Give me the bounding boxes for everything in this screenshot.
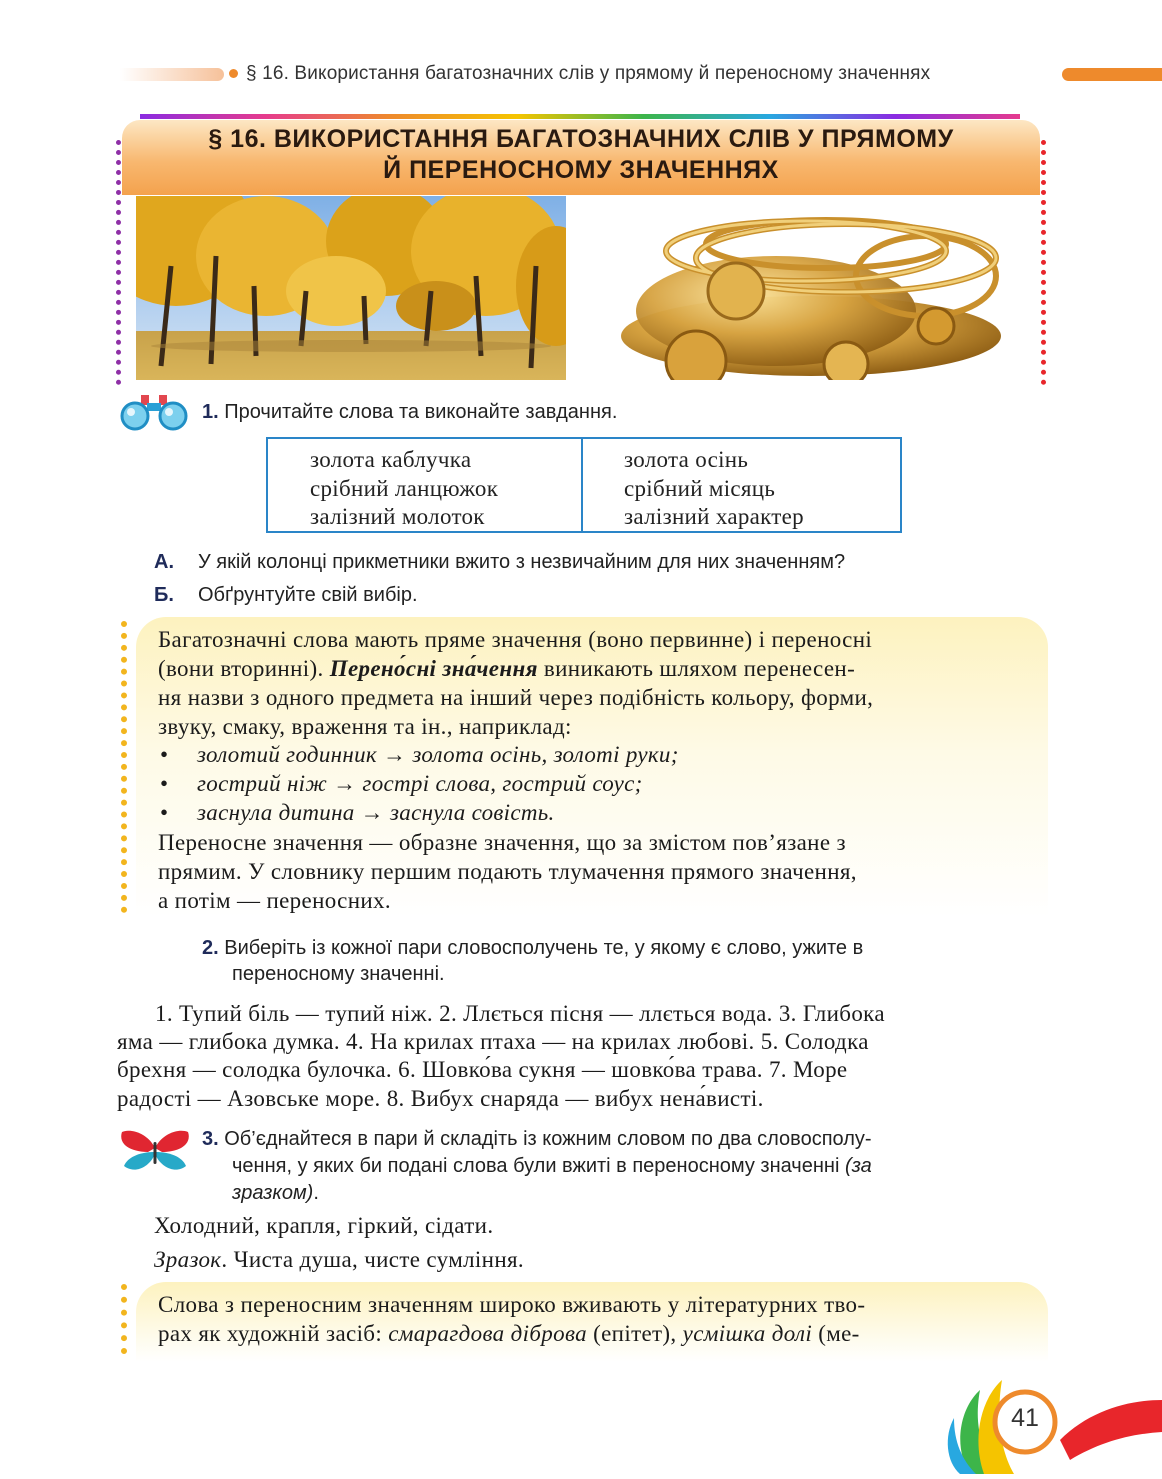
- rule-2-example: усмішка долі: [682, 1321, 813, 1346]
- rule-line: [158, 655, 855, 684]
- rule-term: Перено́сні зна́чення: [329, 656, 538, 681]
- task-3-text: чення, у яких би подані слова були вжиті в переносному значенні: [232, 1155, 840, 1177]
- section-title: [122, 124, 1040, 186]
- task-2: [202, 935, 863, 962]
- task-3-sample: [154, 1246, 1034, 1275]
- dotted-border-left: [116, 140, 121, 385]
- header-left-bar: [120, 68, 224, 81]
- section-title-line1: § 16. ВИКОРИСТАННЯ БАГАТОЗНАЧНИХ СЛІВ У ПРЯМОМУ: [208, 125, 954, 153]
- task-3-number: 3.: [202, 1128, 219, 1150]
- rule-text: (вони вторинні).: [158, 656, 330, 681]
- rule-line: а потім — переносних.: [158, 888, 391, 913]
- table-cell: залізний характер: [624, 504, 804, 529]
- page-decoration: [940, 1370, 1162, 1474]
- question-b-text: Обґрунтуйте свій вибір.: [198, 584, 418, 606]
- task-2-paragraph-line: радості — Азовське море. 8. Вибух снаряда — вибух нена́висті.: [117, 1086, 764, 1111]
- rule-line: ня назви з одного предмета на інший через подібність кольору, форми,: [158, 685, 874, 710]
- header-dot: [229, 69, 238, 78]
- task-3-text-italic: зразком): [232, 1182, 314, 1204]
- task-3-words: Холодний, крапля, гіркий, сідати.: [154, 1213, 494, 1238]
- gold-jewelry-photo: [596, 196, 1026, 380]
- task-3-text-italic: (за: [839, 1155, 872, 1177]
- section-title-line2: Й ПЕРЕНОСНОМУ ЗНАЧЕННЯХ: [383, 156, 779, 184]
- task-2-paragraph-line: яма — глибока думка. 4. На крилах птаха — на крилах любові. 5. Солодка: [117, 1029, 869, 1054]
- butterfly-icon: [118, 1128, 192, 1174]
- header-right-bar: [1062, 68, 1162, 81]
- bullet-marker: •: [160, 771, 169, 796]
- question-b: [154, 584, 418, 607]
- page-number: 41: [1011, 1404, 1039, 1432]
- task-2-text-line2: переносному значенні.: [232, 963, 445, 985]
- task-3-text: Об’єднайтеся в пари й складіть із кожним словом по два словосполу-: [224, 1128, 872, 1150]
- task-3-text-line3: [232, 1180, 319, 1207]
- rule-2-line: [158, 1320, 860, 1349]
- rule-line: прямим. У словнику першим подають тлумачення прямого значення,: [158, 859, 857, 884]
- dotted-border-right: [1041, 140, 1046, 385]
- rule-2-text: рах як художній засіб:: [158, 1321, 389, 1346]
- word-table: [266, 437, 902, 533]
- question-b-label: Б.: [154, 584, 174, 606]
- rule-text: виникають шляхом перенесен-: [537, 656, 856, 681]
- bullet-marker: •: [160, 800, 169, 825]
- binoculars-icon: [117, 393, 191, 431]
- task-2-paragraph-line: 1. Тупий біль — тупий ніж. 2. Ллється пісня — ллється вода. 3. Глибока: [155, 1001, 885, 1026]
- example-bullet: золотий годинник → золота осінь, золоті руки;: [197, 742, 679, 767]
- question-a-text: У якій колонці прикметники вжито з незвичайним для них значенням?: [198, 551, 846, 573]
- table-cell: золота каблучка: [310, 447, 472, 472]
- task-1-number: 1.: [202, 401, 219, 423]
- task-3-text: .: [313, 1182, 319, 1204]
- running-title: § 16. Використання багатозначних слів у прямому й переносному значеннях: [246, 63, 931, 84]
- task-2-number: 2.: [202, 937, 219, 959]
- table-cell: залізний молоток: [310, 504, 485, 529]
- table-left-column: [310, 446, 498, 532]
- question-a: [154, 551, 845, 574]
- rule-box-dots: [121, 621, 127, 913]
- task-2-text: Виберіть із кожної пари словосполучень те, у якому є слово, ужите в: [224, 937, 864, 959]
- rule-box-2-dots: [121, 1284, 127, 1354]
- table-cell: срібний місяць: [624, 475, 776, 501]
- table-cell: срібний ланцюжок: [310, 475, 499, 501]
- task-3-text-line2: [232, 1153, 872, 1180]
- task-3: [202, 1126, 872, 1153]
- table-right-column: [624, 446, 804, 532]
- sample-text: . Чиста душа, чисте сумління.: [221, 1247, 525, 1272]
- task-1: [202, 399, 617, 426]
- rule-line: Переносне значення — образне значення, що за змістом пов’язане з: [158, 830, 846, 855]
- example-bullet: заснула дитина → заснула совість.: [197, 800, 555, 825]
- rule-2-line: Слова з переносним значенням широко вживають у літературних тво-: [158, 1292, 866, 1317]
- autumn-park-photo: [136, 196, 566, 380]
- task-1-text: Прочитайте слова та виконайте завдання.: [224, 401, 618, 423]
- rule-2-text: (епітет),: [587, 1321, 683, 1346]
- rule-line: Багатозначні слова мають пряме значення (воно первинне) і переносні: [158, 627, 873, 652]
- rule-2-example: смарагдова діброва: [388, 1321, 587, 1346]
- bullet-marker: •: [160, 742, 169, 767]
- task-2-paragraph-line: брехня — солодка булочка. 6. Шовко́ва сукня — шовко́ва трава. 7. Море: [117, 1057, 848, 1082]
- example-bullet: гострий ніж → гострі слова, гострий соус;: [197, 771, 643, 796]
- table-cell: золота осінь: [624, 447, 749, 472]
- rule-2-text: (ме-: [812, 1321, 860, 1346]
- rainbow-dotted-border-top: [140, 114, 1020, 119]
- sample-label: Зразок: [154, 1247, 222, 1272]
- table-divider: [581, 439, 583, 531]
- question-a-label: А.: [154, 551, 174, 573]
- rule-line: звуку, смаку, враження та ін., наприклад:: [158, 714, 572, 739]
